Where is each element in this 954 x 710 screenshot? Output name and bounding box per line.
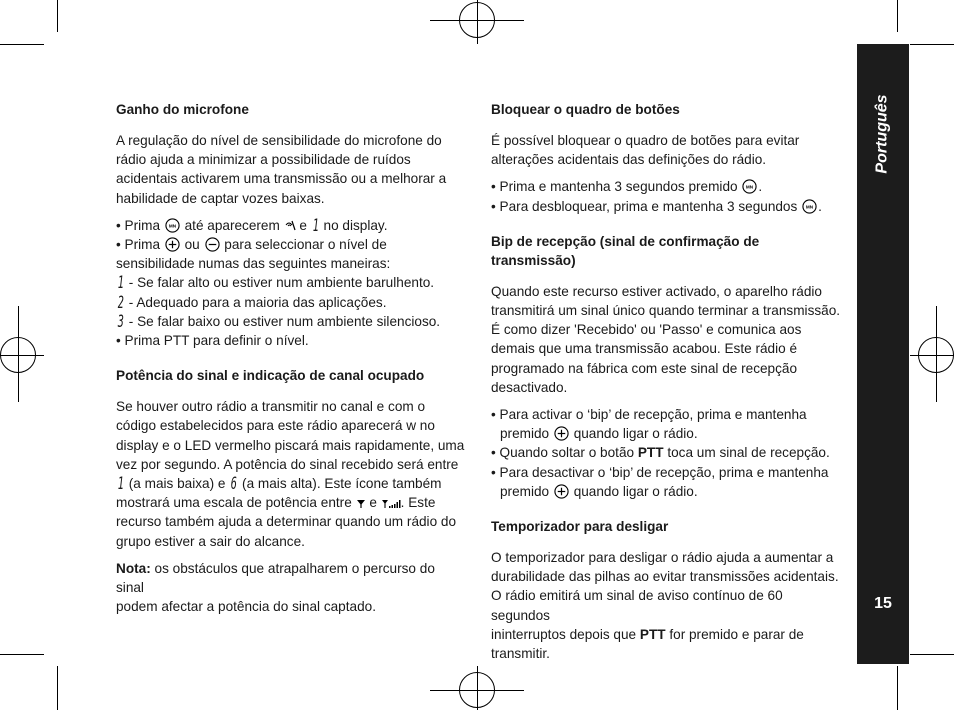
list-item: 1 - Se falar alto ou estiver num ambiente barulhento. — [117, 273, 435, 294]
plus-button-icon — [554, 426, 569, 441]
instruction-list: • Prima MN até aparecerem e 1 no display. • Prima ou para seleccionar o nível de sensibilidade numas das seguintes maneiras: 1 - Se falar alto ou estiver num ambiente barulhento. 2 - Adequado para a maioria das aplicações. 3 - Se falar baixo ou estiver num ambiente silencioso. • Prima PTT para definir o nível. — [116, 216, 466, 350]
level-3-icon: 3 — [117, 311, 124, 332]
section-signal-strength — [116, 366, 466, 616]
plus-button-icon — [554, 484, 569, 499]
crop-mark-br-h — [910, 654, 954, 655]
svg-text:MN: MN — [805, 203, 814, 209]
display-digit-icon: 1 — [312, 215, 319, 236]
crop-mark-br-v — [897, 666, 898, 710]
menu-button-icon — [742, 179, 757, 194]
mic-sensitivity-icon — [284, 219, 296, 232]
right-column — [491, 100, 841, 679]
section-heading: Temporizador para desligar — [491, 519, 669, 535]
signal-level-low-icon: 1 — [117, 474, 124, 495]
list-item: • Prima ou para seleccionar o nível de — [116, 237, 387, 253]
section-intro: A regulação do nível de sensibilidade do microfone do rádio ajuda a minimizar a possibilidade de ruídos acidentais activarem uma transmissão ou a melhorar a habilidade de captar vozes baixas. — [116, 133, 447, 206]
section-keypad-lock — [491, 100, 841, 216]
crop-mark-bl-h — [0, 654, 44, 655]
crop-mark-tl-h — [0, 44, 44, 45]
section-body: O temporizador para desligar o rádio ajuda a aumentar a durabilidade das pilhas ao evitar transmissões acidentais. O rádio emitirá um sinal de aviso contínuo de 60 segundos ininterruptos depois que PTT for premido e parar de transmitir. — [491, 550, 839, 662]
page-number: 15 — [874, 595, 892, 612]
minus-button-icon — [205, 237, 220, 252]
level-1-icon: 1 — [117, 273, 124, 294]
svg-text:MN: MN — [168, 223, 176, 229]
list-item: 3 - Se falar baixo ou estiver num ambiente silencioso. — [117, 311, 441, 332]
section-body: É possível bloquear o quadro de botões para evitar alterações acidentais das definições do rádio. — [491, 133, 800, 168]
section-microphone-gain — [116, 100, 466, 350]
section-body: Se houver outro rádio a transmitir no canal e com o código estabelecidos para este rádio aparecerá w no display e o LED vermelho piscará mais rapidamente, uma vez por segundo. A potência do sinal recebido será entre 1 (a mais baixa) e 6 (a mais alta). Este ícone também mostrará uma escala de potência entre e . Este recurso também ajuda a determinar quando um rádio do grupo estiver a sair do alcance. — [116, 399, 465, 549]
menu-button-icon — [802, 199, 817, 214]
crop-mark-tr-h — [910, 44, 954, 45]
list-item-cont: premido quando ligar o rádio. — [500, 426, 698, 442]
language-tab-label: Português — [874, 94, 891, 174]
list-item: • Prima PTT para definir o nível. — [116, 333, 309, 349]
level-2-icon: 2 — [117, 292, 124, 313]
signal-level-high-icon: 6 — [231, 474, 238, 495]
list-item: • Prima MN até aparecerem e 1 no display. — [116, 215, 388, 236]
section-roger-beep — [491, 232, 841, 501]
section-heading: Bloquear o quadro de botões — [491, 102, 680, 117]
list-item: • Para desbloquear, prima e mantenha 3 segundos MN . — [491, 198, 822, 214]
note-label: Nota: — [116, 560, 151, 576]
signal-strength-icon — [381, 498, 401, 509]
section-timeout-timer — [491, 517, 841, 663]
menu-button-icon — [165, 218, 180, 233]
svg-text:MN: MN — [746, 184, 754, 190]
list-item: 2 - Adequado para a maioria das aplicações. — [117, 292, 387, 313]
note: Nota: os obstáculos que atrapalharem o percurso do sinal podem afectar a potência do sinal captado. — [116, 560, 435, 615]
crop-mark-bl-v — [57, 666, 58, 710]
section-body: Quando este recurso estiver activado, o aparelho rádio transmitirá um sinal único quando terminar a transmissão. É como dizer 'Recebido' ou 'Passo' e comunica aos demais que uma transmissão acabou. Este rádio é programado na fábrica com este sinal de recepção desactivado. — [491, 283, 841, 395]
list-item: • Quando soltar o botão PTT toca um sinal de recepção. — [491, 445, 830, 461]
plus-button-icon — [165, 237, 180, 252]
section-heading: Bip de recepção (sinal de confirmação de transmissão) — [491, 233, 760, 268]
left-column — [116, 100, 466, 632]
list-item: • Para activar o ‘bip’ de recepção, prima e mantenha — [491, 407, 807, 423]
crop-mark-tr-v — [897, 0, 898, 32]
list-item: • Para desactivar o ‘bip’ de recepção, prima e mantenha — [491, 464, 829, 480]
list-item: • Prima e mantenha 3 segundos premido MN . — [491, 179, 763, 195]
list-item-cont: premido quando ligar o rádio. — [500, 483, 698, 499]
section-heading: Potência do sinal e indicação de canal ocupado — [116, 368, 425, 384]
antenna-icon — [356, 498, 366, 509]
section-heading: Ganho do microfone — [116, 102, 249, 117]
crop-mark-tl-v — [57, 0, 58, 32]
